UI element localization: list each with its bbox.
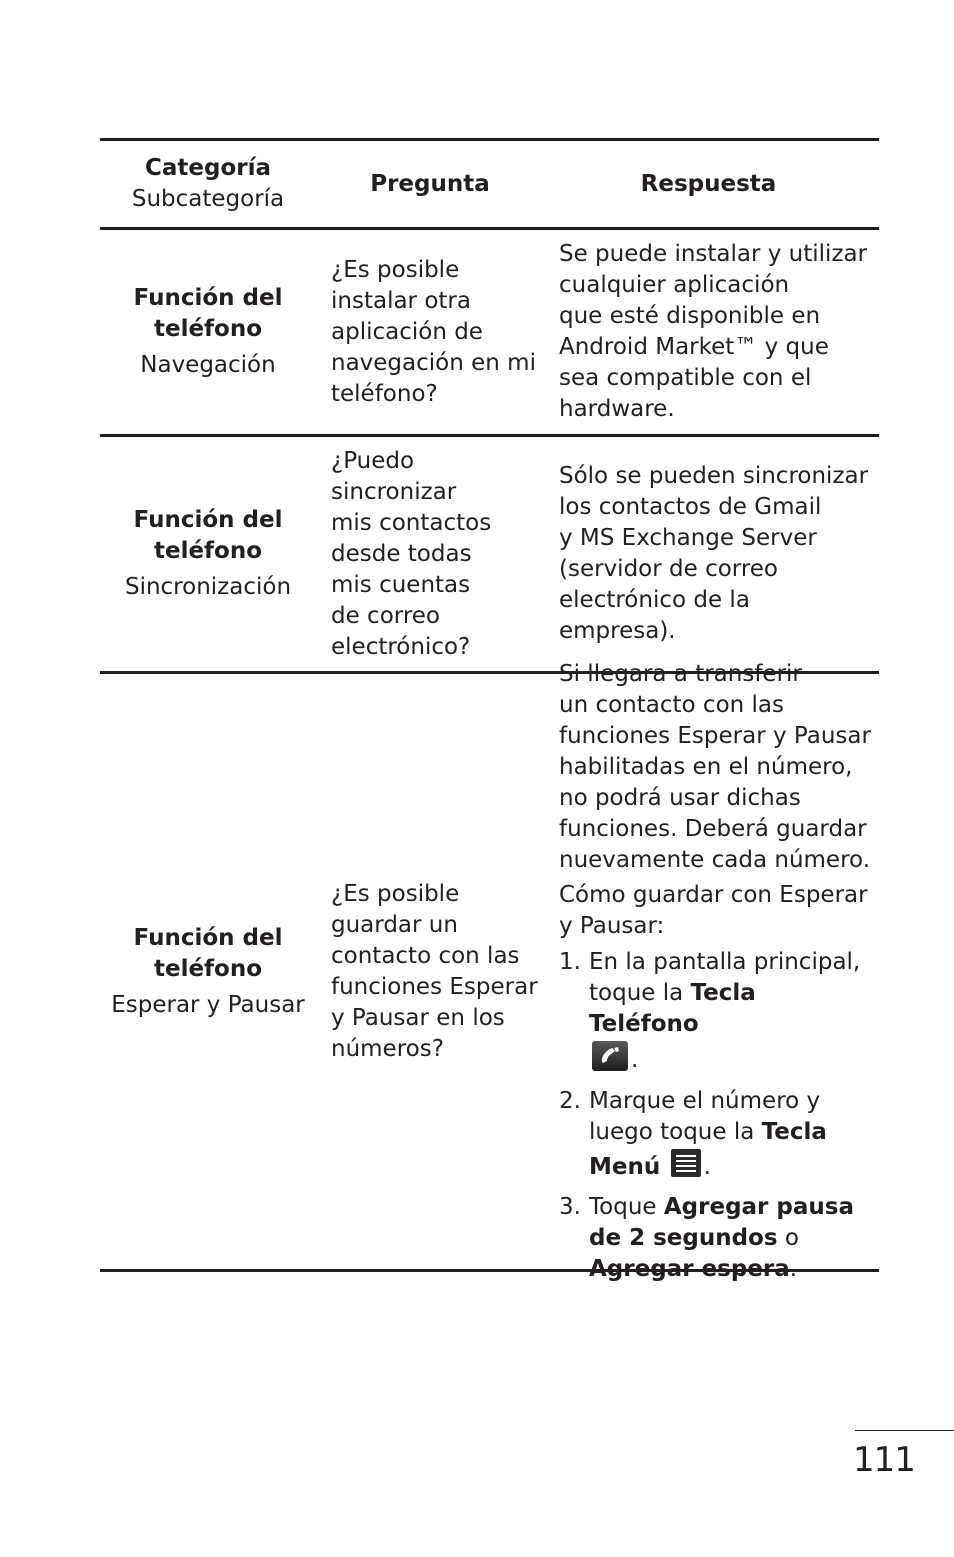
step-text xyxy=(589,1192,873,1285)
step-text-b: o xyxy=(777,1224,799,1251)
row-subcategory: Sincronización xyxy=(124,574,292,600)
step-text-a: Marque el número y luego toque la xyxy=(589,1087,821,1145)
list-item xyxy=(559,1192,873,1285)
page-number-rule xyxy=(855,1430,954,1431)
header-category-cell xyxy=(100,153,316,215)
step-text-a: En la pantalla principal, toque la xyxy=(589,948,861,1006)
step-end: . xyxy=(789,1255,798,1282)
row-answer: Se puede instalar y utilizar cualquier aplicación que esté disponible en Android Market™ y que sea compatible con el hardware. xyxy=(559,241,868,422)
category-cell xyxy=(100,923,316,1021)
row-question: ¿Es posible guardar un contacto con las funciones Esperar y Pausar en los números? xyxy=(331,880,538,1062)
category-cell xyxy=(100,283,316,381)
step-bold-a: Agregar pausa de 2 segundos xyxy=(589,1193,854,1251)
list-item xyxy=(559,947,873,1081)
row-category: Función del teléfono xyxy=(133,507,283,564)
header-subcategory: Subcategoría xyxy=(131,186,285,212)
step-number: 3. xyxy=(559,1193,581,1220)
step-number: 1. xyxy=(559,948,581,975)
header-category: Categoría xyxy=(144,155,271,181)
menu-key-icon xyxy=(670,1148,702,1187)
table-row xyxy=(100,660,879,1282)
phone-key-icon xyxy=(591,1040,629,1081)
step-text xyxy=(589,1086,873,1187)
list-item xyxy=(559,1086,873,1187)
step-end: . xyxy=(703,1153,711,1180)
step-bold-a: Tecla Teléfono xyxy=(589,979,756,1037)
step-number: 2. xyxy=(559,1087,581,1114)
step-end: . xyxy=(631,1046,639,1073)
row-answer xyxy=(544,659,879,1285)
row-question: ¿Puedo sincronizar mis contactos desde todas mis cuentas de correo electrónico? xyxy=(331,447,492,660)
table-row xyxy=(100,230,879,434)
faq-table xyxy=(100,138,879,1282)
category-cell xyxy=(100,505,316,603)
row-subcategory: Navegación xyxy=(140,352,276,378)
step-bold-a: Tecla Menú xyxy=(589,1118,827,1180)
header-question: Pregunta xyxy=(370,170,490,197)
row-answer: Sólo se pueden sincronizar los contactos de Gmail y MS Exchange Server (servidor de correo electrónico de la empresa). xyxy=(559,463,869,644)
header-answer: Respuesta xyxy=(640,170,777,197)
step-bold-b: Agregar espera xyxy=(589,1255,790,1282)
answer-intro: Si llegara a transferir un contacto con las funciones Esperar y Pausar habilitadas en el número, no podrá usar dichas funciones. Deberá guardar nuevamente cada número. xyxy=(559,660,871,873)
step-text xyxy=(589,947,873,1081)
answer-howto: Cómo guardar con Esperar y Pausar: xyxy=(559,881,868,939)
table-row xyxy=(100,437,879,671)
row-category: Función del teléfono xyxy=(133,285,283,342)
step-text-a: Toque xyxy=(589,1193,664,1220)
steps-list xyxy=(559,947,873,1285)
row-subcategory: Esperar y Pausar xyxy=(111,991,305,1018)
page-number: 111 xyxy=(853,1440,915,1480)
row-question: ¿Es posible instalar otra aplicación de navegación en mi teléfono? xyxy=(331,256,536,407)
table-header-row xyxy=(100,141,879,227)
row-category: Función del teléfono xyxy=(133,924,283,982)
